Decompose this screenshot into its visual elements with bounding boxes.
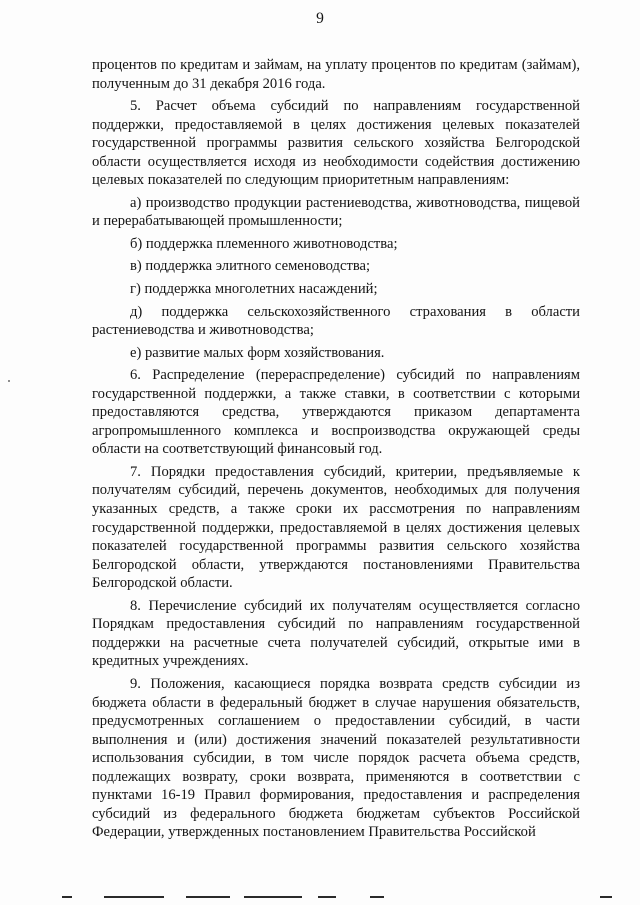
scan-mark [186, 896, 230, 898]
paragraph-8: 8. Перечисление субсидий их получателям осуществляется согласно Порядкам предоставления субсидий по направлениям государственной поддержки на расчетные счета получателей субсидий, открытые ими в кредитных учреждениях. [92, 597, 580, 670]
list-item-g: г) поддержка многолетних насаждений; [130, 281, 378, 298]
list-item-e: е) развитие малых форм хозяйствования. [130, 344, 385, 361]
paragraph-5: 5. Расчет объема субсидий по направлениям государственной поддержки, предоставляемой в целях достижения целевых показателей государственной программы развития сельского хозяйства Белгородской области осуществляется исходя из необходимости содействия достижению целевых показателей по следующим приоритетным направлениям: [92, 98, 580, 189]
document-body [92, 56, 580, 842]
paragraph-9: 9. Положения, касающиеся порядка возврата средств субсидии из бюджета области в федеральный бюджет в случае нарушения обязательств, предусмотренных соглашением о предоставлении субсидий, в части выполнения и (или) достижения значений показателей результативности использования субсидии, в том числе порядок расчета объема средств, подлежащих возврату, сроки возврата, применяются в соответствии с пунктами 16-19 Правил формирования, предоставления и распределения субсидий из федерального бюджета бюджетам субъектов Российской Федерации, утвержденных постановлением Правительства Российской [92, 675, 580, 841]
scan-mark [104, 896, 164, 898]
list-item-b: б) поддержка племенного животноводства; [130, 235, 398, 252]
list-item-v: в) поддержка элитного семеноводства; [130, 258, 371, 275]
scan-speck [8, 380, 10, 382]
scan-mark [370, 896, 384, 898]
page-number: 9 [316, 10, 324, 27]
list-item-a: а) производство продукции растениеводства, животноводства, пищевой и перерабатывающей промышленности; [92, 194, 580, 230]
paragraph-continuation: процентов по кредитам и займам, на уплату процентов по кредитам (займам), полученным до 31 декабря 2016 года. [92, 57, 580, 92]
scan-mark [600, 896, 612, 898]
paragraph-6: 6. Распределение (перераспределение) субсидий по направлениям государственной поддержки, а также ставки, в соответствии с которыми предоставляются средства, утверждаются приказом департамента агропромышленного комплекса и воспроизводства окружающей среды области на соответствующий финансовый год. [92, 367, 580, 458]
scan-mark [244, 896, 302, 898]
scan-mark [62, 896, 72, 898]
paragraph-7: 7. Порядки предоставления субсидий, критерии, предъявляемые к получателям субсидий, перечень документов, необходимых для получения указанных средств, а также сроки их рассмотрения по направлениям государственной поддержки, предоставляемой в целях достижения целевых показателей государственной программы развития сельского хозяйства Белгородской области, утверждаются постановлениями Правительства Белгородской области. [92, 463, 580, 592]
scan-edge-artifacts [0, 893, 640, 901]
list-item-d: д) поддержка сельскохозяйственного страхования в области растениеводства и животноводства; [92, 303, 580, 339]
scan-mark [318, 896, 336, 898]
